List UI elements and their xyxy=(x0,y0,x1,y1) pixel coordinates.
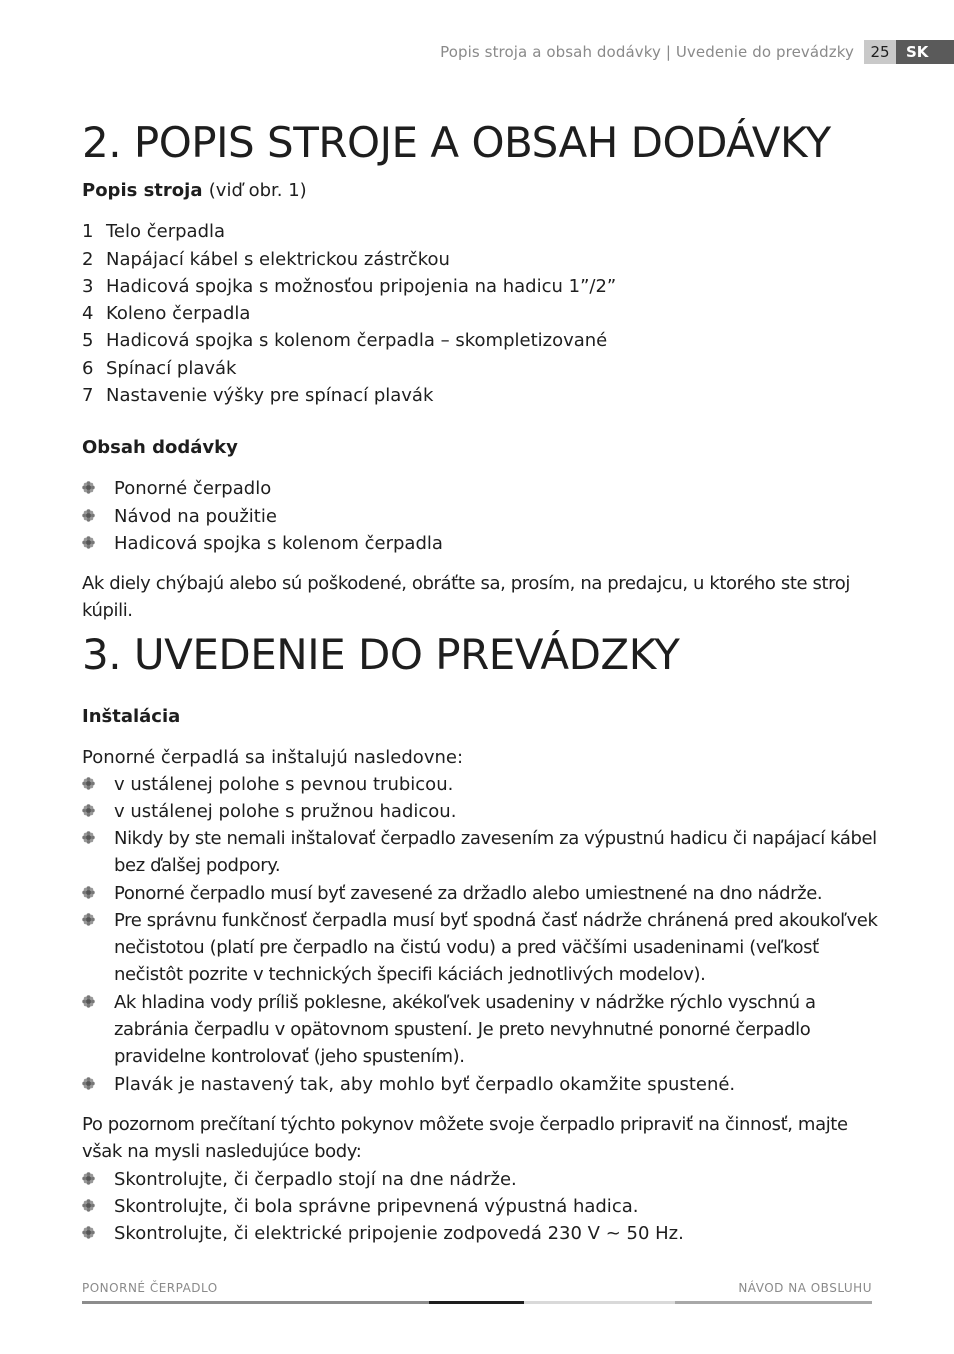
list-item: 7 Nastavenie výšky pre spínací plavák xyxy=(82,385,434,406)
flower-bullet-icon xyxy=(82,1199,95,1212)
bullet-item: Ak hladina vody príliš poklesne, akékoľvek usadeniny v nádržke rýchlo vyschnú a zabránia čerpadlu v opätovnom spustení. Je preto nevyhnutné ponorné čerpadlo pravidelne kontrolovať (jeho spustením). xyxy=(82,989,882,1070)
bullet-item: Hadicová spojka s kolenom čerpadla xyxy=(82,530,882,557)
bullet-item: Skontrolujte, či elektrické pripojenie zodpovedá 230 V ~ 50 Hz. xyxy=(82,1220,882,1247)
footer-product-name: PONORNÉ ČERPADLO xyxy=(82,1281,218,1295)
running-header: Popis stroja a obsah dodávky | Uvedenie do prevádzky xyxy=(440,43,854,61)
delivery-subheading: Obsah dodávky xyxy=(82,437,238,458)
install-subheading: Inštalácia xyxy=(82,706,181,727)
footer-rule-left xyxy=(82,1301,429,1304)
bullet-item: Skontrolujte, či čerpadlo stojí na dne nádrže. xyxy=(82,1166,882,1193)
list-item: 6 Spínací plavák xyxy=(82,358,237,379)
flower-bullet-icon xyxy=(82,804,95,817)
bullet-item: Pre správnu funkčnosť čerpadla musí byť spodná časť nádrže chránená pred akoukoľvek nečistotou (platí pre čerpadlo na čistú vodu) a pred väčšími usadeninami (veľkosť nečistôt pozrite v technických špecifi káciách jednotlivých modelov). xyxy=(82,907,882,988)
bullet-item: Ponorné čerpadlo musí byť zavesené za držadlo alebo umiestnené na dno nádrže. xyxy=(82,880,882,907)
flower-bullet-icon xyxy=(82,995,95,1008)
footer-rule-accent xyxy=(429,1301,524,1304)
list-item: 5 Hadicová spojka s kolenom čerpadla – skompletizované xyxy=(82,330,608,351)
flower-bullet-icon xyxy=(82,1172,95,1185)
bullet-item: Návod na použitie xyxy=(82,503,882,530)
list-item: 3 Hadicová spojka s možnosťou pripojenia na hadicu 1”/2” xyxy=(82,276,617,297)
section-heading-operation: 3. UVEDENIE DO PREVÁDZKY xyxy=(82,630,680,679)
flower-bullet-icon xyxy=(82,913,95,926)
page-number: 25 xyxy=(864,40,896,64)
flower-bullet-icon xyxy=(82,886,95,899)
bullet-item: Ponorné čerpadlo xyxy=(82,475,882,502)
bullet-item: v ustálenej polohe s pružnou hadicou. xyxy=(82,798,882,825)
language-tab: SK xyxy=(896,40,954,64)
list-item: 2 Napájací kábel s elektrickou zástrčkou xyxy=(82,249,450,270)
flower-bullet-icon xyxy=(82,1226,95,1239)
flower-bullet-icon xyxy=(82,509,95,522)
footer-rule-light xyxy=(524,1301,675,1304)
bullet-item: Nikdy by ste nemali inštalovať čerpadlo zavesením za výpustnú hadicu či napájací kábel bez ďalšej podpory. xyxy=(82,825,882,879)
check-intro: Po pozornom prečítaní týchto pokynov môžete svoje čerpadlo pripraviť na činnosť, majte však na mysli nasledujúce body: xyxy=(82,1114,848,1162)
footer-rule-right xyxy=(675,1301,872,1304)
description-figure-ref: (viď obr. 1) xyxy=(208,180,307,201)
bullet-item: Plavák je nastavený tak, aby mohlo byť čerpadlo okamžite spustené. xyxy=(82,1071,882,1098)
description-subheading xyxy=(82,180,307,201)
delivery-note: Ak diely chýbajú alebo sú poškodené, obráťte sa, prosím, na predajcu, u ktorého ste stroj kúpili. xyxy=(82,573,850,621)
flower-bullet-icon xyxy=(82,481,95,494)
flower-bullet-icon xyxy=(82,536,95,549)
flower-bullet-icon xyxy=(82,1077,95,1090)
bullet-item: v ustálenej polohe s pevnou trubicou. xyxy=(82,771,882,798)
list-item: 4 Koleno čerpadla xyxy=(82,303,251,324)
section-heading-description: 2. POPIS STROJE A OBSAH DODÁVKY xyxy=(82,118,831,167)
footer-manual-name: NÁVOD NA OBSLUHU xyxy=(738,1281,872,1295)
flower-bullet-icon xyxy=(82,831,95,844)
bullet-item: Skontrolujte, či bola správne pripevnená výpustná hadica. xyxy=(82,1193,882,1220)
list-item: 1 Telo čerpadla xyxy=(82,221,226,242)
description-label: Popis stroja xyxy=(82,180,203,201)
install-intro: Ponorné čerpadlá sa inštalujú nasledovne: xyxy=(82,747,464,768)
flower-bullet-icon xyxy=(82,777,95,790)
